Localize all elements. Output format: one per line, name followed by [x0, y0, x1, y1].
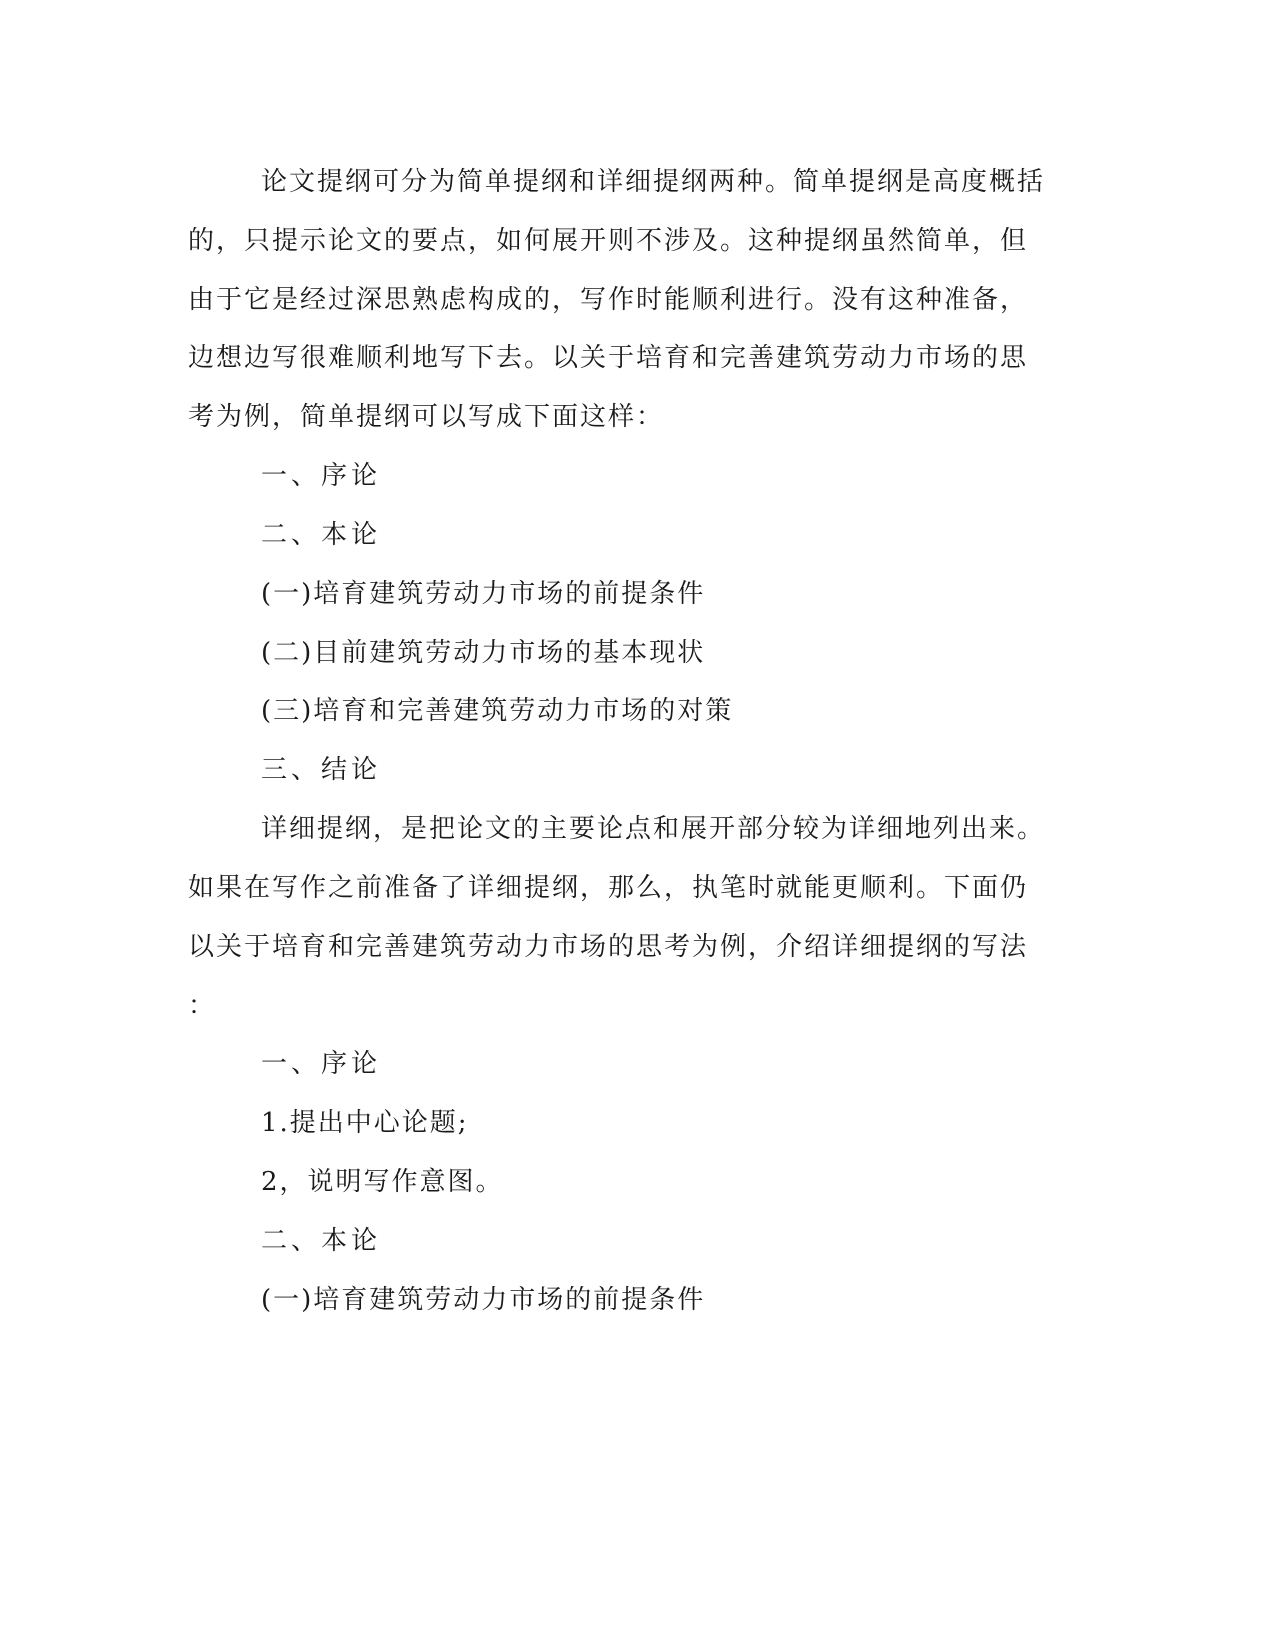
paragraph1-line-5: 考为例，简单提纲可以写成下面这样： — [188, 402, 665, 432]
detailed-outline-item: 二、本论 — [261, 1226, 382, 1256]
paragraph1-line-1: 论文提纲可分为简单提纲和详细提纲两种。简单提纲是高度概括 — [261, 167, 1046, 197]
detailed-outline-item: (一)培育建筑劳动力市场的前提条件 — [261, 1285, 706, 1315]
paragraph2-line-1: 详细提纲，是把论文的主要论点和展开部分较为详细地列出来。 — [261, 814, 1046, 844]
detailed-outline-item: 2，说明写作意图。 — [261, 1167, 504, 1197]
simple-outline-item: (三)培育和完善建筑劳动力市场的对策 — [261, 696, 734, 726]
paragraph1-line-2: 的，只提示论文的要点，如何展开则不涉及。这种提纲虽然简单，但 — [188, 226, 1029, 256]
simple-outline-item: 二、本论 — [261, 520, 382, 550]
detailed-outline-item: 1.提出中心论题; — [261, 1108, 469, 1138]
simple-outline-item: (一)培育建筑劳动力市场的前提条件 — [261, 579, 706, 609]
simple-outline-item: 一、序论 — [261, 461, 382, 491]
simple-outline-item: 三、结论 — [261, 755, 382, 785]
simple-outline-item: (二)目前建筑劳动力市场的基本现状 — [261, 638, 706, 668]
paragraph1-line-3: 由于它是经过深思熟虑构成的，写作时能顺利进行。没有这种准备， — [188, 285, 1029, 315]
paragraph2-line-2: 如果在写作之前准备了详细提纲，那么，执笔时就能更顺利。下面仍 — [188, 873, 1029, 903]
detailed-outline-item: 一、序论 — [261, 1049, 382, 1079]
paragraph2-line-4: ： — [188, 991, 217, 1021]
paragraph1-line-4: 边想边写很难顺利地写下去。以关于培育和完善建筑劳动力市场的思 — [188, 343, 1029, 373]
paragraph2-line-3: 以关于培育和完善建筑劳动力市场的思考为例，介绍详细提纲的写法 — [188, 932, 1029, 962]
